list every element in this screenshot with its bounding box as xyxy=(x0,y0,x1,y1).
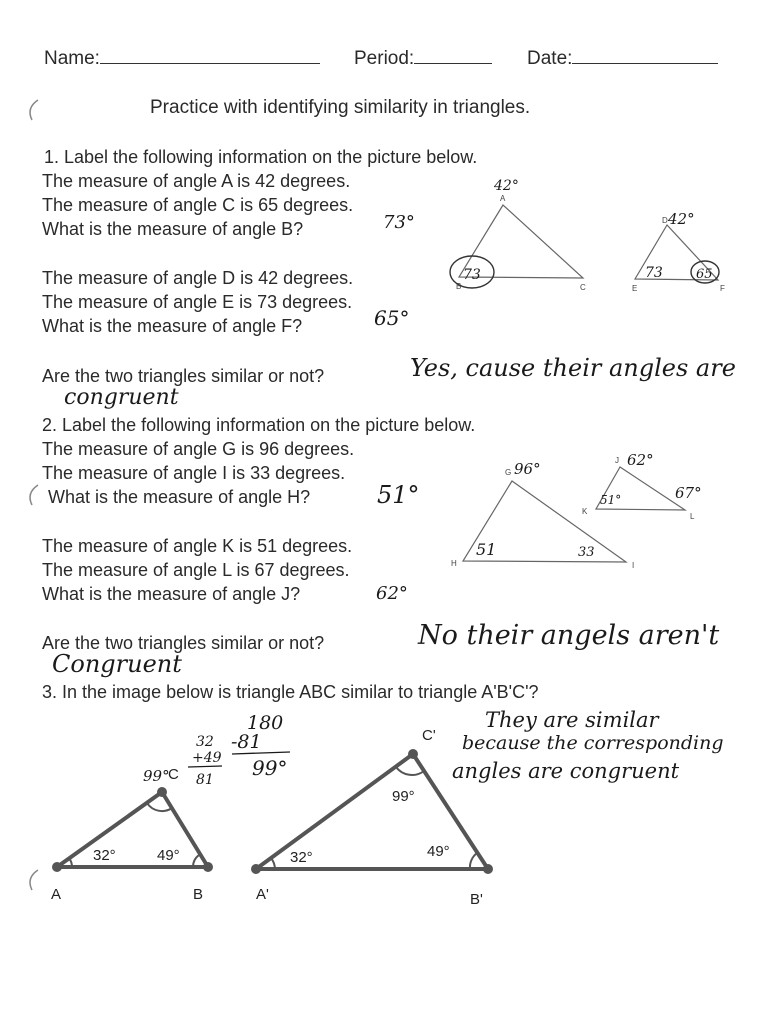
q1-answer-line-2: congruent xyxy=(64,385,179,410)
q3-angle-c2-arc xyxy=(396,767,424,775)
q2-line-5: The measure of angle L is 67 degrees. xyxy=(42,560,350,580)
q2-line-3: What is the measure of angle H? xyxy=(48,487,311,507)
q2-answer-j: 62° xyxy=(376,583,408,604)
q3-angle-b-label: 49° xyxy=(157,847,180,864)
angle-i-mark: 33 xyxy=(578,545,595,560)
angle-b-mark: 73 xyxy=(463,267,481,283)
q3-angle-a2-label: 32° xyxy=(290,849,313,866)
work-diff-line-3: 99° xyxy=(252,756,288,780)
q3-answer-line-1: They are similar xyxy=(485,708,659,732)
q3-angle-b2-label: 49° xyxy=(427,843,450,860)
q3-vertex-a2-label: A' xyxy=(256,886,269,903)
q3-vertex-b2-label: B' xyxy=(470,891,483,908)
angle-k-mark: 51° xyxy=(600,493,622,507)
vertex-h-label: H xyxy=(451,559,457,568)
vertex-b-label: B xyxy=(456,282,462,291)
period-label: Period: xyxy=(354,48,415,69)
angle-g-mark: 96° xyxy=(514,460,541,478)
q3-work-difference xyxy=(231,712,290,780)
q3-angle-a-label: 32° xyxy=(93,847,116,864)
q3-vertex-b-dot xyxy=(203,862,213,872)
angle-l-mark: 67° xyxy=(675,484,702,502)
q2-answer-line-2: Congruent xyxy=(52,650,182,678)
q2-prompt: 2. Label the following information on the picture below. xyxy=(42,415,476,435)
work-diff-line-1: 180 xyxy=(247,712,284,734)
q3-answer-line-2: because the corresponding xyxy=(462,732,724,754)
q2-answer-h: 51° xyxy=(377,481,420,509)
q3-vertex-c2-label: C' xyxy=(422,727,436,744)
q3-vertex-a-label: A xyxy=(51,886,62,903)
q1-answer-b: 73° xyxy=(383,212,415,233)
q3-vertex-b2-dot xyxy=(483,864,493,874)
q1-line-2: The measure of angle C is 65 degrees. xyxy=(42,195,354,215)
q1-triangle-def xyxy=(632,210,725,293)
angle-f-mark: 65 xyxy=(696,267,713,282)
q3-prompt: 3. In the image below is triangle ABC similar to triangle A'B'C'? xyxy=(42,682,539,702)
q3-angle-c2-label: 99° xyxy=(392,788,415,805)
q3-angle-b2-arc xyxy=(470,853,477,869)
q1-answer-f: 65° xyxy=(374,306,410,330)
q3-triangle-abc-outline xyxy=(57,792,208,867)
q3-vertex-c2-dot xyxy=(408,749,418,759)
vertex-c-label: C xyxy=(580,283,586,292)
q3-vertex-a-dot xyxy=(52,862,62,872)
work-sum-rule xyxy=(188,766,222,767)
q3-vertex-a2-dot xyxy=(251,864,261,874)
worksheet-title: Practice with identifying similarity in triangles. xyxy=(150,97,531,118)
q2-triangle-jkl xyxy=(582,451,702,521)
q3-vertex-c-dot xyxy=(157,787,167,797)
q2-line-1: The measure of angle G is 96 degrees. xyxy=(42,439,355,459)
q1-line-3: What is the measure of angle B? xyxy=(42,219,304,239)
q2-similar-question: Are the two triangles similar or not? xyxy=(42,633,325,653)
angle-e-mark: 73 xyxy=(645,265,663,281)
angle-j-mark: 62° xyxy=(627,451,654,469)
vertex-j-label: J xyxy=(615,456,619,465)
q1-line-5: The measure of angle E is 73 degrees. xyxy=(42,292,353,312)
q3-work-sum xyxy=(188,734,222,788)
work-diff-line-2: -81 xyxy=(231,731,262,753)
work-sum-line-2: +49 xyxy=(192,750,222,766)
vertex-i-label: I xyxy=(632,561,635,570)
q2-triangle-ghi xyxy=(451,460,634,570)
vertex-d-label: D xyxy=(662,216,668,225)
q1-line-1: The measure of angle A is 42 degrees. xyxy=(42,171,351,191)
q1-line-4: The measure of angle D is 42 degrees. xyxy=(42,268,354,288)
angle-d-mark: 42° xyxy=(668,210,695,228)
q1-answer-line-1: Yes, cause their angles are xyxy=(410,354,736,382)
vertex-k-label: K xyxy=(582,507,588,516)
q1-triangle-abc xyxy=(450,178,586,292)
q2-line-6: What is the measure of angle J? xyxy=(42,584,301,604)
q1-similar-question: Are the two triangles similar or not? xyxy=(42,366,325,386)
q1-prompt: 1. Label the following information on the picture below. xyxy=(44,147,478,167)
q3-triangle-a2b2c2 xyxy=(251,727,493,908)
date-label: Date: xyxy=(527,48,573,69)
vertex-g-label: G xyxy=(505,468,512,477)
q3-angle-c-mark: 99° xyxy=(143,767,170,785)
q3-vertex-c-label: C xyxy=(168,766,179,783)
q2-line-4: The measure of angle K is 51 degrees. xyxy=(42,536,353,556)
name-label: Name: xyxy=(44,48,100,69)
q3-answer-line-3: angles are congruent xyxy=(452,759,680,783)
angle-h-mark: 51 xyxy=(476,540,497,559)
q1-line-6: What is the measure of angle F? xyxy=(42,316,303,336)
vertex-l-label: L xyxy=(690,512,695,521)
hole-punch-marks xyxy=(30,100,38,890)
vertex-e-label: E xyxy=(632,284,638,293)
work-sum-line-1: 32 xyxy=(196,734,214,750)
work-sum-line-3: 81 xyxy=(196,772,214,788)
q2-line-2: The measure of angle I is 33 degrees. xyxy=(42,463,346,483)
angle-a-mark: 42° xyxy=(494,178,519,194)
q3-triangle-abc xyxy=(51,766,213,903)
vertex-f-label: F xyxy=(720,284,725,293)
q3-vertex-b-label: B xyxy=(193,886,204,903)
q2-answer-line-1: No their angels aren't xyxy=(418,620,720,651)
vertex-a-label: A xyxy=(500,194,506,203)
